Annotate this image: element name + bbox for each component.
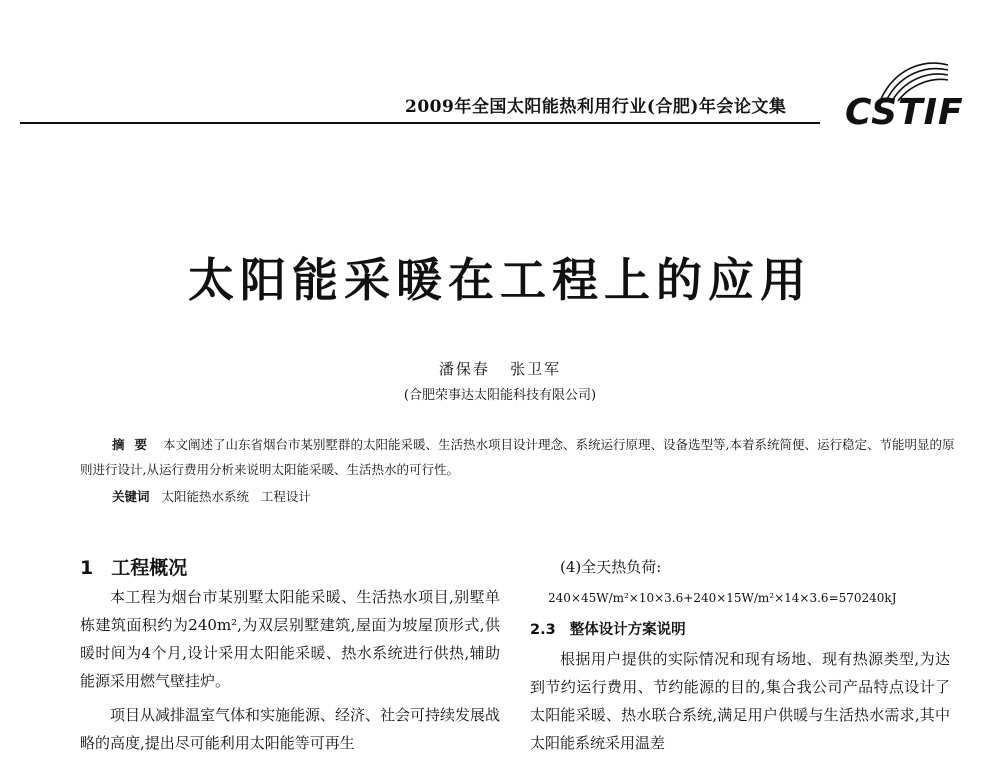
authors: 潘保春 张卫军 (438, 360, 562, 378)
section-title: 工程概况 (111, 557, 188, 579)
header-rule (20, 122, 820, 124)
body-paragraph: 根据用户提供的实际情况和现有场地、现有热源类型,为达到节约运行费用、节约能源的目的,集合我公司产品特点设计了太阳能采暖、热水联合系统,满足用户供暖与生活热水需求,其中太阳能系统采用温差 (530, 650, 950, 752)
keywords (80, 487, 960, 505)
running-header: 2009年全国太阳能热利用行业(合肥)年会论文集 (405, 97, 787, 117)
cstif-logo (840, 55, 970, 135)
section-number: 2.3 (530, 622, 556, 638)
abstract (80, 432, 960, 482)
section-2-3-heading (530, 615, 950, 645)
body-paragraph: 本工程为烟台市某别墅太阳能采暖、生活热水项目,别墅单栋建筑面积约为240m²,为双层别墅建筑,屋面为坡屋顶形式,供暖时间为4个月,设计采用太阳能采暖、热水系统进行供热,辅助能源采用燃气壁挂炉。 (80, 588, 500, 690)
affiliation: (合肥荣事达太阳能科技有限公司) (403, 388, 597, 403)
heat-load-formula: 240×45W/m²×10×3.6+240×15W/m²×14×3.6=570240kJ (548, 591, 897, 605)
keywords-value: 太阳能热水系统 工程设计 (161, 489, 311, 504)
paper-title: 太阳能采暖在工程上的应用 (188, 253, 812, 307)
heat-load-item: (4)全天热负荷: (560, 558, 662, 576)
logo-text: CSTIF (845, 92, 964, 133)
abstract-text: 本文阐述了山东省烟台市某别墅群的太阳能采暖、生活热水项目设计理念、系统运行原理、设备选型等,本着系统简便、运行稳定、节能明显的原则进行设计,从运行费用分析来说明太阳能采暖、生活热水的可行性。 (80, 437, 955, 477)
section-1-heading (80, 553, 500, 583)
section-title: 整体设计方案说明 (569, 622, 686, 638)
abstract-label: 摘要 (112, 437, 158, 452)
left-column (80, 553, 500, 757)
right-column (530, 553, 950, 757)
section-number: 1 (80, 557, 94, 579)
keywords-label: 关键词 (112, 489, 150, 504)
body-paragraph: 项目从减排温室气体和实施能源、经济、社会可持续发展战略的高度,提出尽可能利用太阳能等可再生 (80, 706, 501, 752)
